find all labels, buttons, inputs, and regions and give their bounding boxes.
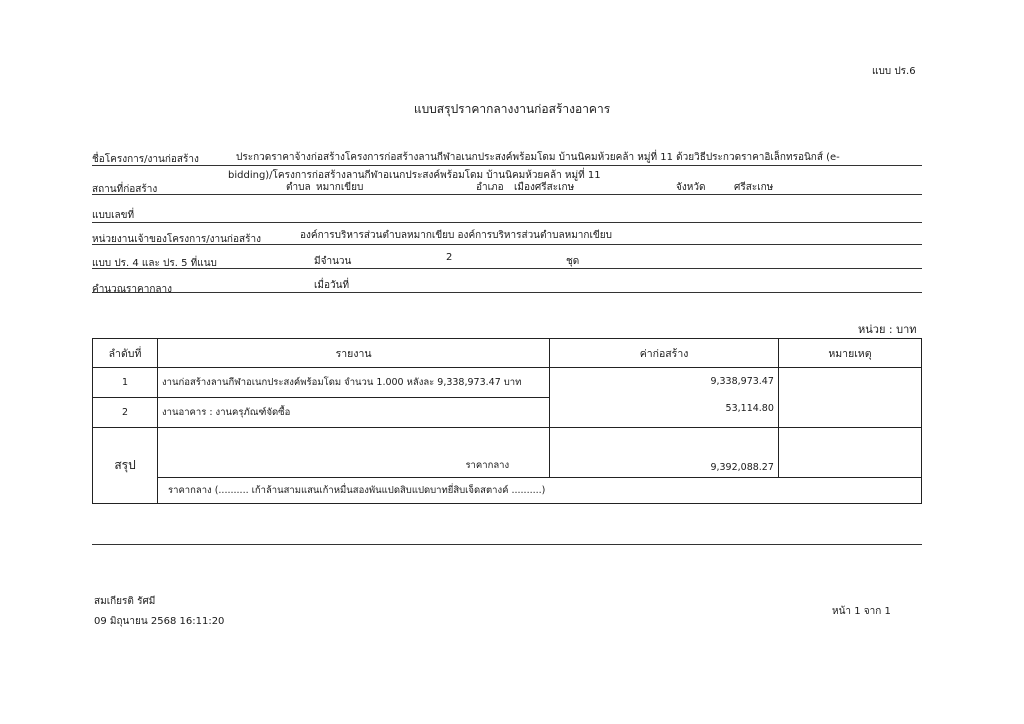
district-label: อำเภอ <box>476 182 504 193</box>
subdistrict-value: หมากเขียบ <box>316 182 364 193</box>
summary-table <box>92 338 922 504</box>
subdistrict-label: ตำบล <box>286 182 311 193</box>
province-label: จังหวัด <box>676 182 706 193</box>
row-cost: 9,338,973.47 <box>710 376 774 387</box>
row-desc: งานอาคาร : งานครุภัณฑ์จัดซื้อ <box>158 398 550 428</box>
summary-row <box>93 428 922 478</box>
document-title: แบบสรุปราคากลางงานก่อสร้างอาคาร <box>413 102 611 116</box>
median-words-row <box>93 478 922 504</box>
plan-no-underline <box>92 222 922 223</box>
location-underline <box>92 194 922 195</box>
row-no: 1 <box>93 368 158 398</box>
project-value-line2: bidding)/โครงการก่อสร้างลานกีฬาอเนกประสงค์พร้อมโดม บ้านนิคมห้วยคล้า หมู่ที่ 11 <box>228 170 601 181</box>
location-label: สถานที่ก่อสร้าง <box>92 184 158 195</box>
summary-label: สรุป <box>93 428 158 504</box>
header-desc: รายงาน <box>158 339 550 368</box>
header-note: หมายเหตุ <box>778 339 921 368</box>
owner-underline <box>92 244 922 245</box>
print-timestamp: 09 มิถุนายน 2568 16:11:20 <box>94 616 225 627</box>
table-header-row <box>93 339 922 368</box>
plan-no-label: แบบเลขที่ <box>92 210 135 221</box>
row-desc: งานก่อสร้างลานกีฬาอเนกประสงค์พร้อมโดม จำนวน 1.000 หลังละ 9,338,973.47 บาท <box>158 368 550 398</box>
median-label: ราคากลาง <box>158 428 550 478</box>
calc-underline <box>92 292 922 293</box>
header-cost: ค่าก่อสร้าง <box>550 339 779 368</box>
bottom-divider <box>92 544 922 545</box>
count-value: 2 <box>446 252 453 263</box>
row-cost-cell <box>550 368 779 428</box>
forms-underline <box>92 268 922 269</box>
date-label: เมื่อวันที่ <box>314 280 350 291</box>
row-note-cell <box>778 368 921 428</box>
owner-value: องค์การบริหารส่วนตำบลหมากเขียบ องค์การบริหารส่วนตำบลหมากเขียบ <box>300 230 612 241</box>
form-code: แบบ ปร.6 <box>872 66 916 77</box>
page-number: หน้า 1 จาก 1 <box>832 606 891 617</box>
median-words: ราคากลาง (.......... เก้าล้านสามแสนเก้าหมื่นสองพันแปดสิบแปดบาทยี่สิบเจ็ดสตางค์ ..........) <box>158 478 779 504</box>
header-no: ลำดับที่ <box>93 339 158 368</box>
project-underline <box>92 165 922 166</box>
median-value: 9,392,088.27 <box>550 428 779 478</box>
project-value-line1: ประกวดราคาจ้างก่อสร้างโครงการก่อสร้างลานกีฬาอเนกประสงค์พร้อมโดม บ้านนิคมห้วยคล้า หมู่ที่ 11 ด้วยวิธีประกวดราคาอิเล็กทรอนิกส์ (e- <box>236 152 840 163</box>
unit-label: หน่วย : บาท <box>858 323 917 336</box>
count-label: มีจำนวน <box>314 256 352 267</box>
set-label: ชุด <box>566 256 580 267</box>
calc-label: คำนวณราคากลาง <box>92 284 173 295</box>
district-value: เมืองศรีสะเกษ <box>514 182 575 193</box>
row-cost: 53,114.80 <box>725 403 774 414</box>
row-no: 2 <box>93 398 158 428</box>
summary-note-cell <box>778 428 921 478</box>
signer-name: สมเกียรติ รัศมี <box>94 596 156 607</box>
province-value: ศรีสะเกษ <box>734 182 774 193</box>
median-words-note-cell <box>778 478 921 504</box>
owner-label: หน่วยงานเจ้าของโครงการ/งานก่อสร้าง <box>92 234 261 245</box>
table-row <box>93 368 922 398</box>
project-label: ชื่อโครงการ/งานก่อสร้าง <box>92 154 199 165</box>
forms-label: แบบ ปร. 4 และ ปร. 5 ที่แนบ <box>92 258 217 269</box>
